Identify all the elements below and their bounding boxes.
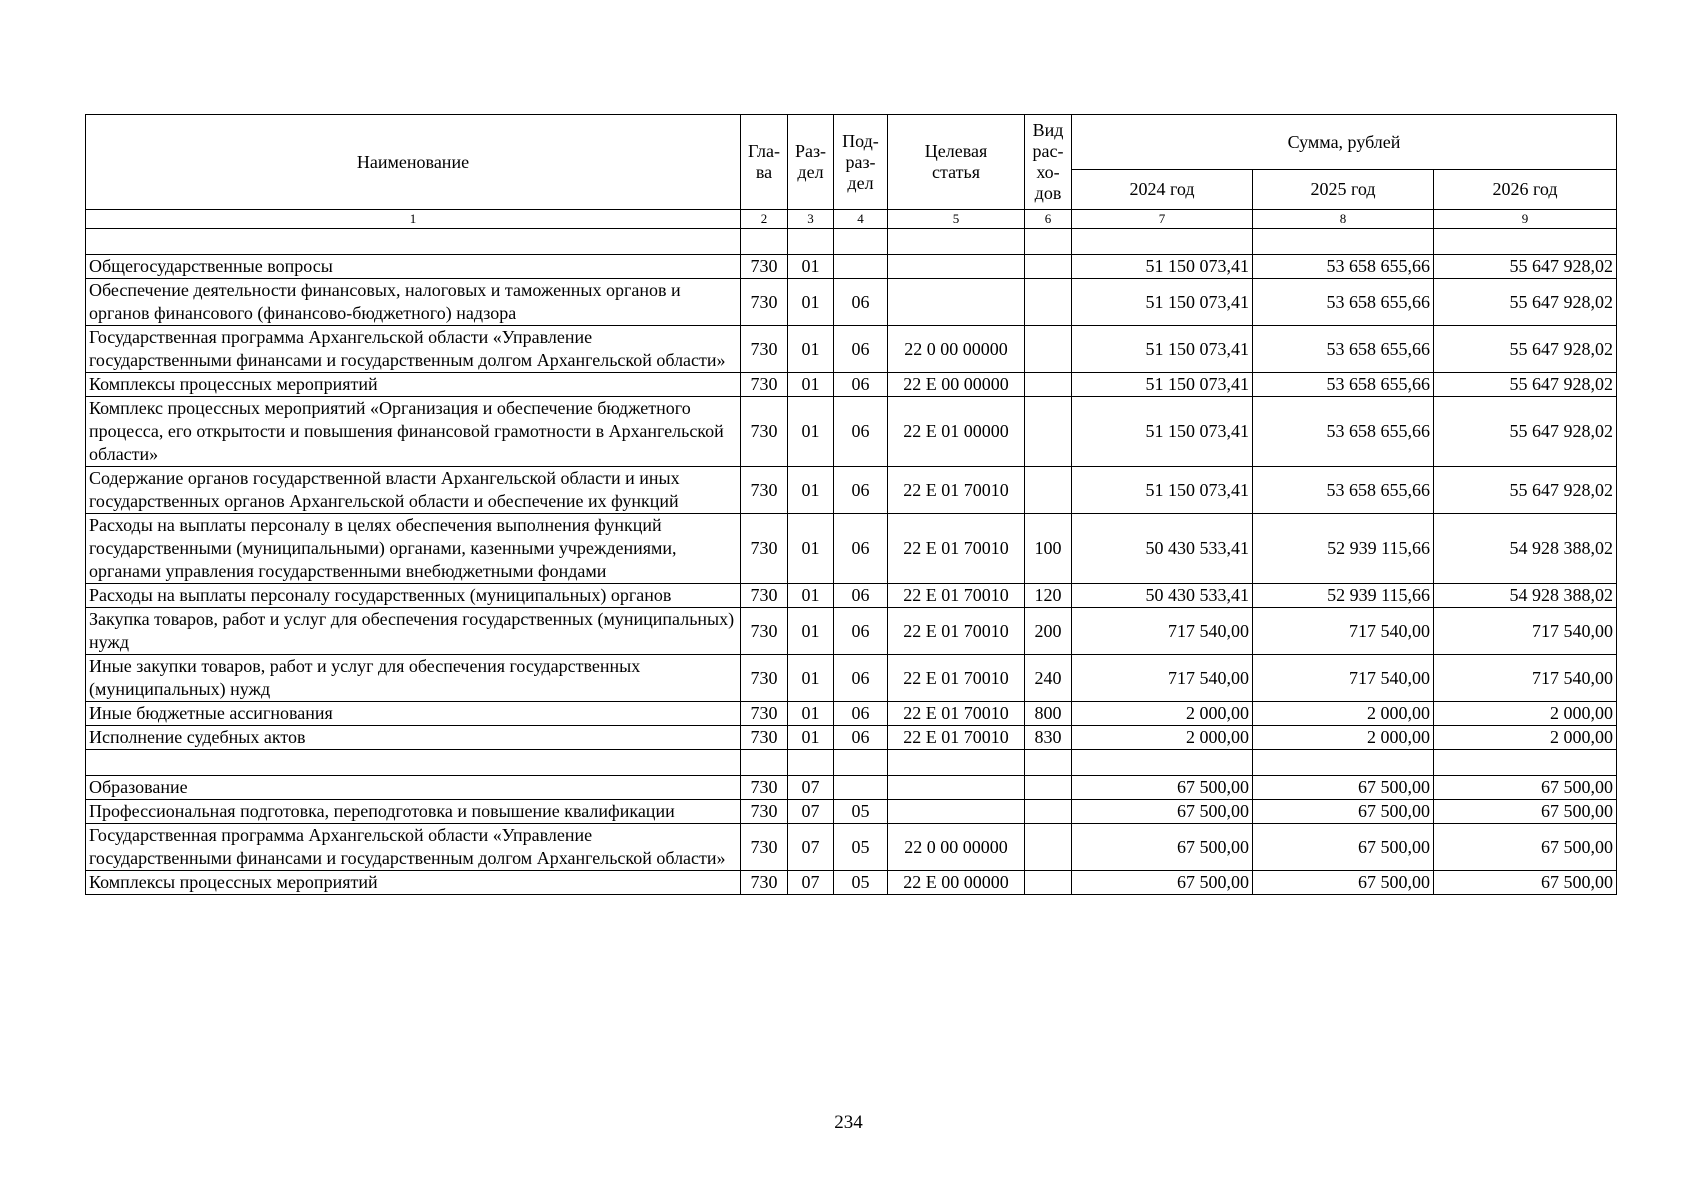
row-section-cell: 07 [788, 824, 834, 871]
row-section-cell: 01 [788, 608, 834, 655]
row-subsection-cell: 06 [834, 397, 888, 467]
header-chapter [741, 115, 788, 210]
spacer-cell [1072, 750, 1253, 776]
header-target-article-label: Целевая статья [924, 141, 988, 182]
row-amount-2026-cell: 55 647 928,02 [1434, 373, 1617, 397]
row-chapter-cell: 730 [741, 726, 788, 750]
table-row [86, 608, 1617, 655]
row-amount-2025-cell: 53 658 655,66 [1253, 467, 1434, 514]
row-name-cell: Исполнение судебных актов [86, 726, 741, 750]
row-chapter-cell: 730 [741, 326, 788, 373]
spacer-cell [1072, 229, 1253, 255]
row-subsection-cell [834, 255, 888, 279]
spacer-cell [1434, 750, 1617, 776]
row-amount-2024-cell: 51 150 073,41 [1072, 467, 1253, 514]
row-subsection-cell: 05 [834, 800, 888, 824]
spacer-cell [86, 750, 741, 776]
row-chapter-cell: 730 [741, 467, 788, 514]
table-row [86, 702, 1617, 726]
table-row [86, 326, 1617, 373]
row-amount-2025-cell: 53 658 655,66 [1253, 326, 1434, 373]
row-expense-type-cell [1025, 467, 1072, 514]
column-number-row [86, 210, 1617, 229]
column-number: 3 [788, 210, 834, 229]
header-subsection [834, 115, 888, 210]
row-chapter-cell: 730 [741, 584, 788, 608]
column-number: 4 [834, 210, 888, 229]
row-section-cell: 01 [788, 584, 834, 608]
spacer-cell [834, 750, 888, 776]
header-section [788, 115, 834, 210]
row-chapter-cell: 730 [741, 514, 788, 584]
row-amount-2024-cell: 51 150 073,41 [1072, 279, 1253, 326]
row-section-cell: 01 [788, 467, 834, 514]
spacer-cell [86, 229, 741, 255]
column-number: 9 [1434, 210, 1617, 229]
row-subsection-cell: 05 [834, 871, 888, 895]
spacer-cell [1025, 229, 1072, 255]
table-row [86, 584, 1617, 608]
row-expense-type-cell: 830 [1025, 726, 1072, 750]
column-number: 1 [86, 210, 741, 229]
header-year-2026: 2026 год [1434, 170, 1617, 210]
table-row [86, 800, 1617, 824]
row-chapter-cell: 730 [741, 776, 788, 800]
header-chapter-label: Гла- ва [747, 141, 781, 182]
spacer-row [86, 750, 1617, 776]
table-row [86, 726, 1617, 750]
row-target-article-cell: 22 Е 01 70010 [888, 702, 1025, 726]
row-name-cell: Расходы на выплаты персоналу в целях обеспечения выполнения функций государственными (муниципальными) органами, казенными учреждениями, органами управления государственными внебюджетными фондами [86, 514, 741, 584]
row-chapter-cell: 730 [741, 279, 788, 326]
row-expense-type-cell: 100 [1025, 514, 1072, 584]
row-section-cell: 01 [788, 255, 834, 279]
row-section-cell: 07 [788, 800, 834, 824]
row-name-cell: Содержание органов государственной власти Архангельской области и иных государственных органов Архангельской области и обеспечение их функций [86, 467, 741, 514]
row-amount-2024-cell: 50 430 533,41 [1072, 584, 1253, 608]
row-target-article-cell: 22 Е 00 00000 [888, 373, 1025, 397]
row-amount-2026-cell: 717 540,00 [1434, 608, 1617, 655]
row-amount-2025-cell: 52 939 115,66 [1253, 514, 1434, 584]
row-subsection-cell: 05 [834, 824, 888, 871]
row-name-cell: Государственная программа Архангельской области «Управление государственными финансами и государственным долгом Архангельской области» [86, 824, 741, 871]
row-subsection-cell: 06 [834, 726, 888, 750]
row-expense-type-cell: 200 [1025, 608, 1072, 655]
row-amount-2026-cell: 2 000,00 [1434, 702, 1617, 726]
row-amount-2026-cell: 55 647 928,02 [1434, 326, 1617, 373]
row-target-article-cell [888, 255, 1025, 279]
spacer-cell [788, 750, 834, 776]
row-amount-2026-cell: 67 500,00 [1434, 824, 1617, 871]
spacer-cell [1253, 750, 1434, 776]
table-row [86, 373, 1617, 397]
row-chapter-cell: 730 [741, 608, 788, 655]
row-expense-type-cell [1025, 824, 1072, 871]
row-target-article-cell: 22 0 00 00000 [888, 824, 1025, 871]
row-target-article-cell: 22 Е 01 70010 [888, 726, 1025, 750]
row-amount-2025-cell: 53 658 655,66 [1253, 255, 1434, 279]
table-row [86, 824, 1617, 871]
row-target-article-cell: 22 Е 01 00000 [888, 397, 1025, 467]
row-chapter-cell: 730 [741, 800, 788, 824]
row-chapter-cell: 730 [741, 255, 788, 279]
row-subsection-cell: 06 [834, 608, 888, 655]
header-subsection-label: Под- раз- дел [842, 130, 879, 193]
column-number: 8 [1253, 210, 1434, 229]
table-row [86, 255, 1617, 279]
row-target-article-cell: 22 0 00 00000 [888, 326, 1025, 373]
row-amount-2025-cell: 67 500,00 [1253, 871, 1434, 895]
row-name-cell: Общегосударственные вопросы [86, 255, 741, 279]
row-subsection-cell: 06 [834, 279, 888, 326]
row-target-article-cell: 22 Е 01 70010 [888, 467, 1025, 514]
spacer-cell [888, 750, 1025, 776]
row-target-article-cell: 22 Е 00 00000 [888, 871, 1025, 895]
spacer-cell [788, 229, 834, 255]
column-number: 2 [741, 210, 788, 229]
row-section-cell: 01 [788, 279, 834, 326]
column-number: 6 [1025, 210, 1072, 229]
row-amount-2026-cell: 55 647 928,02 [1434, 255, 1617, 279]
row-amount-2026-cell: 54 928 388,02 [1434, 514, 1617, 584]
row-amount-2024-cell: 717 540,00 [1072, 655, 1253, 702]
spacer-row [86, 229, 1617, 255]
row-section-cell: 01 [788, 373, 834, 397]
table-row [86, 467, 1617, 514]
column-number: 5 [888, 210, 1025, 229]
header-name: Наименование [86, 115, 741, 210]
header-target-article [888, 115, 1025, 210]
row-target-article-cell: 22 Е 01 70010 [888, 655, 1025, 702]
row-section-cell: 07 [788, 871, 834, 895]
row-amount-2024-cell: 67 500,00 [1072, 776, 1253, 800]
row-chapter-cell: 730 [741, 655, 788, 702]
row-name-cell: Государственная программа Архангельской области «Управление государственными финансами и государственным долгом Архангельской области» [86, 326, 741, 373]
row-expense-type-cell: 120 [1025, 584, 1072, 608]
row-name-cell: Закупка товаров, работ и услуг для обеспечения государственных (муниципальных) нужд [86, 608, 741, 655]
row-amount-2024-cell: 67 500,00 [1072, 824, 1253, 871]
row-amount-2025-cell: 2 000,00 [1253, 726, 1434, 750]
row-amount-2025-cell: 53 658 655,66 [1253, 373, 1434, 397]
row-expense-type-cell [1025, 255, 1072, 279]
row-amount-2026-cell: 2 000,00 [1434, 726, 1617, 750]
row-amount-2025-cell: 67 500,00 [1253, 824, 1434, 871]
row-amount-2026-cell: 55 647 928,02 [1434, 397, 1617, 467]
row-section-cell: 01 [788, 514, 834, 584]
row-section-cell: 07 [788, 776, 834, 800]
row-name-cell: Обеспечение деятельности финансовых, налоговых и таможенных органов и органов финансового (финансово-бюджетного) надзора [86, 279, 741, 326]
row-amount-2025-cell: 53 658 655,66 [1253, 279, 1434, 326]
row-chapter-cell: 730 [741, 397, 788, 467]
table-row [86, 871, 1617, 895]
row-subsection-cell: 06 [834, 584, 888, 608]
row-expense-type-cell: 800 [1025, 702, 1072, 726]
row-amount-2026-cell: 67 500,00 [1434, 776, 1617, 800]
row-amount-2024-cell: 50 430 533,41 [1072, 514, 1253, 584]
row-target-article-cell [888, 776, 1025, 800]
spacer-cell [888, 229, 1025, 255]
row-amount-2025-cell: 52 939 115,66 [1253, 584, 1434, 608]
page-number: 234 [834, 1112, 863, 1133]
row-amount-2024-cell: 51 150 073,41 [1072, 373, 1253, 397]
row-amount-2024-cell: 2 000,00 [1072, 702, 1253, 726]
row-target-article-cell: 22 Е 01 70010 [888, 608, 1025, 655]
row-expense-type-cell: 240 [1025, 655, 1072, 702]
row-amount-2026-cell: 54 928 388,02 [1434, 584, 1617, 608]
column-number: 7 [1072, 210, 1253, 229]
row-amount-2024-cell: 51 150 073,41 [1072, 255, 1253, 279]
row-subsection-cell [834, 776, 888, 800]
row-chapter-cell: 730 [741, 871, 788, 895]
header-section-label: Раз- дел [794, 141, 827, 182]
row-expense-type-cell [1025, 397, 1072, 467]
header-year-2025: 2025 год [1253, 170, 1434, 210]
header-expense-type-label: Вид рас- хо- дов [1032, 120, 1064, 203]
table-row [86, 776, 1617, 800]
row-section-cell: 01 [788, 726, 834, 750]
row-subsection-cell: 06 [834, 326, 888, 373]
row-chapter-cell: 730 [741, 824, 788, 871]
row-amount-2024-cell: 67 500,00 [1072, 800, 1253, 824]
row-amount-2024-cell: 51 150 073,41 [1072, 326, 1253, 373]
row-amount-2024-cell: 67 500,00 [1072, 871, 1253, 895]
row-amount-2025-cell: 67 500,00 [1253, 776, 1434, 800]
row-section-cell: 01 [788, 326, 834, 373]
row-amount-2026-cell: 717 540,00 [1434, 655, 1617, 702]
row-expense-type-cell [1025, 326, 1072, 373]
row-amount-2025-cell: 53 658 655,66 [1253, 397, 1434, 467]
row-subsection-cell: 06 [834, 514, 888, 584]
row-subsection-cell: 06 [834, 655, 888, 702]
row-expense-type-cell [1025, 776, 1072, 800]
row-amount-2026-cell: 55 647 928,02 [1434, 279, 1617, 326]
row-name-cell: Образование [86, 776, 741, 800]
row-target-article-cell [888, 800, 1025, 824]
row-subsection-cell: 06 [834, 373, 888, 397]
spacer-cell [741, 750, 788, 776]
row-chapter-cell: 730 [741, 702, 788, 726]
row-name-cell: Комплекс процессных мероприятий «Организация и обеспечение бюджетного процесса, его открытости и повышения финансовой грамотности в Архангельской области» [86, 397, 741, 467]
row-amount-2026-cell: 55 647 928,02 [1434, 467, 1617, 514]
spacer-cell [1025, 750, 1072, 776]
spacer-cell [1253, 229, 1434, 255]
table-row [86, 655, 1617, 702]
row-expense-type-cell [1025, 871, 1072, 895]
table-row [86, 279, 1617, 326]
row-name-cell: Иные бюджетные ассигнования [86, 702, 741, 726]
header-sum: Сумма, рублей [1072, 115, 1617, 170]
row-name-cell: Комплексы процессных мероприятий [86, 871, 741, 895]
row-amount-2024-cell: 2 000,00 [1072, 726, 1253, 750]
spacer-cell [741, 229, 788, 255]
budget-table [85, 114, 1617, 895]
table-row [86, 397, 1617, 467]
table-row [86, 514, 1617, 584]
row-amount-2024-cell: 51 150 073,41 [1072, 397, 1253, 467]
row-subsection-cell: 06 [834, 702, 888, 726]
row-amount-2024-cell: 717 540,00 [1072, 608, 1253, 655]
row-target-article-cell: 22 Е 01 70010 [888, 584, 1025, 608]
row-section-cell: 01 [788, 655, 834, 702]
row-amount-2026-cell: 67 500,00 [1434, 800, 1617, 824]
row-amount-2025-cell: 717 540,00 [1253, 608, 1434, 655]
header-expense-type [1025, 115, 1072, 210]
row-name-cell: Профессиональная подготовка, переподготовка и повышение квалификации [86, 800, 741, 824]
row-amount-2025-cell: 717 540,00 [1253, 655, 1434, 702]
row-section-cell: 01 [788, 702, 834, 726]
row-amount-2025-cell: 67 500,00 [1253, 800, 1434, 824]
row-expense-type-cell [1025, 373, 1072, 397]
row-section-cell: 01 [788, 397, 834, 467]
row-expense-type-cell [1025, 279, 1072, 326]
header-year-2024: 2024 год [1072, 170, 1253, 210]
row-expense-type-cell [1025, 800, 1072, 824]
spacer-cell [1434, 229, 1617, 255]
row-chapter-cell: 730 [741, 373, 788, 397]
row-amount-2025-cell: 2 000,00 [1253, 702, 1434, 726]
row-amount-2026-cell: 67 500,00 [1434, 871, 1617, 895]
spacer-cell [834, 229, 888, 255]
row-name-cell: Комплексы процессных мероприятий [86, 373, 741, 397]
row-target-article-cell [888, 279, 1025, 326]
row-target-article-cell: 22 Е 01 70010 [888, 514, 1025, 584]
row-subsection-cell: 06 [834, 467, 888, 514]
row-name-cell: Расходы на выплаты персоналу государственных (муниципальных) органов [86, 584, 741, 608]
table-body [86, 210, 1617, 895]
row-name-cell: Иные закупки товаров, работ и услуг для обеспечения государственных (муниципальных) нужд [86, 655, 741, 702]
